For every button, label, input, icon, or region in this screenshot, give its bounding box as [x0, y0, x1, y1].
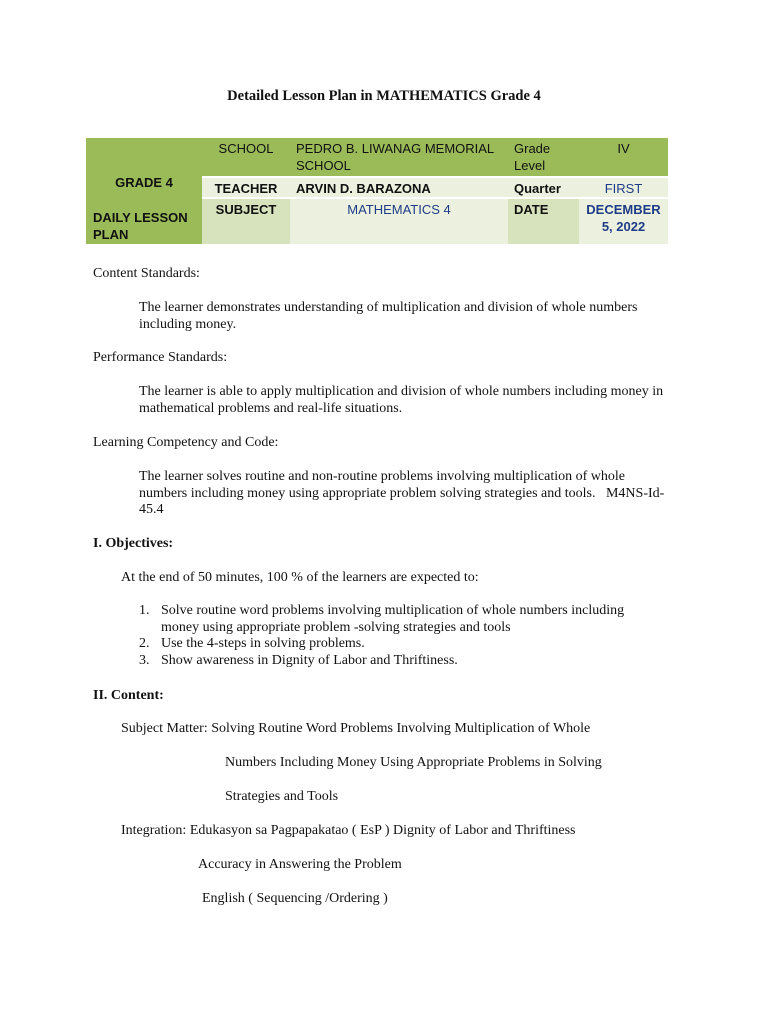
- objective-text: Use the 4-steps in solving problems.: [161, 636, 365, 651]
- performance-standards-text: The learner is able to apply multiplication and division of whole numbers including money in mathematical problems and real-life situations.: [139, 384, 664, 416]
- performance-standards-label: Performance Standards:: [93, 350, 228, 365]
- objective-item: [139, 636, 659, 653]
- objectives-list: [139, 603, 659, 669]
- objective-number: 1.: [139, 603, 150, 618]
- objectives-heading: I. Objectives:: [93, 536, 174, 551]
- objective-item: [139, 603, 659, 636]
- objectives-intro: At the end of 50 minutes, 100 % of the learners are expected to:: [121, 570, 479, 585]
- school-label: SCHOOL: [202, 138, 290, 176]
- subject-label: SUBJECT: [202, 199, 290, 244]
- quarter-label: Quarter: [508, 178, 579, 197]
- learning-competency-label: Learning Competency and Code:: [93, 435, 279, 450]
- subject-value: MATHEMATICS 4: [290, 199, 508, 244]
- header-table: [86, 138, 668, 246]
- content-heading: II. Content:: [93, 688, 164, 703]
- school-value: PEDRO B. LIWANAG MEMORIAL SCHOOL: [290, 138, 508, 176]
- integration-line-1: [121, 823, 576, 840]
- integration-text-1: Edukasyon sa Pagpapakatao ( EsP ) Dignity of Labor and Thriftiness: [189, 823, 576, 838]
- objective-text: Show awareness in Dignity of Labor and Thriftiness.: [161, 652, 458, 668]
- daily-lesson-plan-label: DAILY LESSON PLAN: [93, 210, 188, 242]
- objective-text: Solve routine word problems involving multiplication of whole numbers including money using appropriate problem -solving strategies and tools: [161, 603, 625, 635]
- document-title: Detailed Lesson Plan in MATHEMATICS Grade 4: [227, 88, 541, 104]
- teacher-value: ARVIN D. BARAZONA: [290, 178, 508, 197]
- subject-matter-line-1: [121, 721, 590, 738]
- learning-competency-text: The learner solves routine and non-routine problems involving multiplication of whole numbers including money using appropriate problem solving strategies and tools.: [139, 469, 626, 501]
- learning-competency-block: [139, 469, 669, 519]
- learning-competency-code: M4NS-Id-45.4: [139, 485, 665, 517]
- subject-matter-line-3: Strategies and Tools: [225, 789, 339, 804]
- header-left-block: [86, 138, 202, 244]
- objective-number: 2.: [139, 636, 150, 651]
- date-value: DECEMBER 5, 2022: [579, 199, 668, 244]
- objective-number: 3.: [139, 652, 150, 668]
- quarter-value: FIRST: [579, 178, 668, 197]
- integration-line-3: English ( Sequencing /Ordering ): [202, 891, 388, 906]
- integration-line-2: Accuracy in Answering the Problem: [198, 857, 402, 872]
- grade-level-label: Grade Level: [508, 138, 579, 176]
- subject-matter-line-2: Numbers Including Money Using Appropriate Problems in Solving: [225, 755, 602, 770]
- teacher-label: TEACHER: [202, 178, 290, 197]
- grade-level-value: IV: [579, 138, 668, 176]
- content-standards-label: Content Standards:: [93, 266, 200, 281]
- date-label: DATE: [508, 199, 579, 244]
- content-standards-text: The learner demonstrates understanding of multiplication and division of whole numbers including money.: [139, 300, 638, 332]
- integration-label: Integration:: [121, 823, 187, 838]
- grade-label: GRADE 4: [115, 175, 173, 190]
- subject-matter-label: Subject Matter:: [121, 721, 208, 736]
- subject-matter-text-1: Solving Routine Word Problems Involving Multiplication of Whole: [211, 721, 591, 736]
- objective-item: [139, 653, 659, 670]
